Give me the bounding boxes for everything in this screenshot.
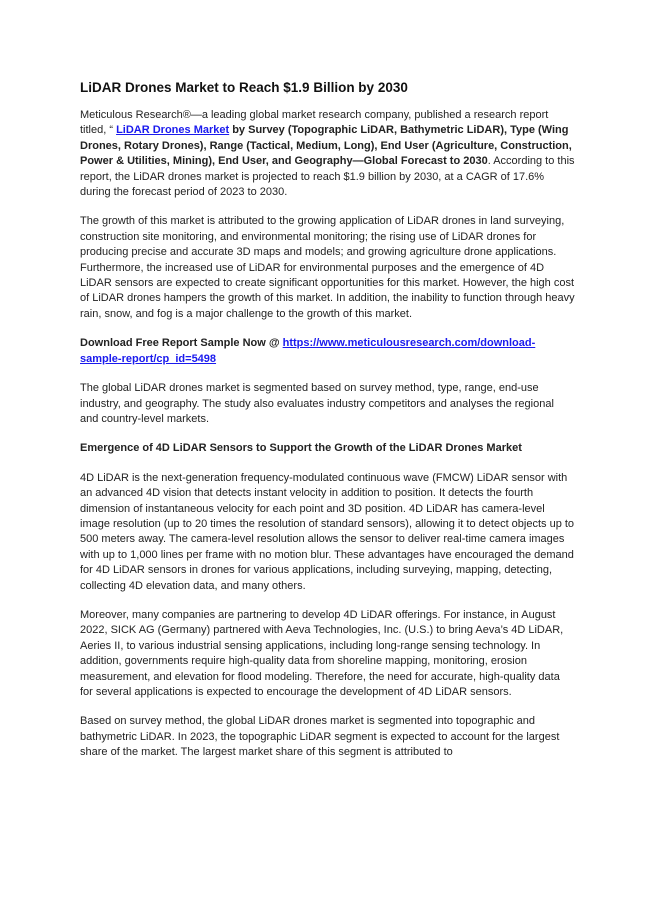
download-sample-link[interactable]: https://www.meticulousresearch.com/download-sample-report/cp_id=5498	[80, 337, 536, 365]
intro-paragraph	[80, 108, 575, 200]
document-page	[80, 80, 575, 775]
lidar-drones-market-link[interactable]: LiDAR Drones Market	[116, 124, 230, 137]
growth-paragraph: The growth of this market is attributed to the growing application of LiDAR drones in land surveying, construction site monitoring, and environmental monitoring; the rising use of LiDAR drones for producing precise and accurate 3D maps and models; and growing agriculture drone applications. Furthermore, the increased use of LiDAR for environmental purposes and the emergence of 4D LiDAR sensors are expected to create significant opportunities for this market. However, the high cost of LiDAR drones hampers the growth of this market. In addition, the inability to function through heavy rain, snow, and fog is a major challenge to the growth of this market.	[80, 215, 575, 320]
download-sample-line	[80, 336, 575, 367]
4d-lidar-paragraph: 4D LiDAR is the next-generation frequency-modulated continuous wave (FMCW) LiDAR sensor with an advanced 4D vision that detects instant velocity in addition to position. It detects the fourth dimension of instantaneous velocity for each point and 3D position. 4D LiDAR has camera-level image resolution (up to 20 times the resolution of standard sensors), allowing it to detect objects up to 500 meters away. The camera-level resolution allows the sensor to deliver real-time camera images with up to 1,000 lines per frame with no motion blur. These advantages have encouraged the demand for 4D LiDAR sensors in drones for various applications, including surveying, mapping, detecting, collecting 4D elevation data, and many others.	[80, 471, 575, 592]
intro-text: Meticulous Research®—a leading global market research company, published a research report titled, “	[80, 109, 549, 137]
segmentation-paragraph: The global LiDAR drones market is segmented based on survey method, type, range, end-use industry, and geography. The study also evaluates industry competitors and analyses the regional and country-level markets.	[80, 382, 554, 425]
survey-method-paragraph: Based on survey method, the global LiDAR drones market is segmented into topographic and bathymetric LiDAR. In 2023, the topographic LiDAR segment is expected to account for the largest share of the market. The largest market share of this segment is attributed to	[80, 715, 560, 759]
report-title-text: by Survey (Topographic LiDAR, Bathymetric LiDAR), Type (Wing Drones, Rotary Drones), Range (Tactical, Medium, Long), End User (Agriculture, Construction, Power & Utilities, Mining), End User, and Geography—Global Forecast to 2030	[80, 124, 572, 168]
partnership-paragraph: Moreover, many companies are partnering to develop 4D LiDAR offerings. For instance, in August 2022, SICK AG (Germany) partnered with Aeva Technologies, Inc. (U.S.) to bring Aeva’s 4D LiDAR, Aeries II, to various industrial sensing applications, including long-range sensing technology. In addition, governments require high-quality data from shoreline mapping, monitoring, erosion measurement, and elevation for flood modeling. Therefore, the need for accurate, high-quality data for several applications is expected to encourage the development of 4D LiDAR sensors.	[80, 608, 564, 698]
document-title: LiDAR Drones Market to Reach $1.9 Billion by 2030	[80, 80, 408, 95]
intro-forecast-text: . According to this report, the LiDAR drones market is projected to reach $1.9 billion by 2030, at a CAGR of 17.6% during the forecast period of 2023 to 2030.	[80, 155, 575, 199]
section-heading: Emergence of 4D LiDAR Sensors to Support the Growth of the LiDAR Drones Market	[80, 442, 522, 455]
download-label: Download Free Report Sample Now @	[80, 337, 283, 350]
